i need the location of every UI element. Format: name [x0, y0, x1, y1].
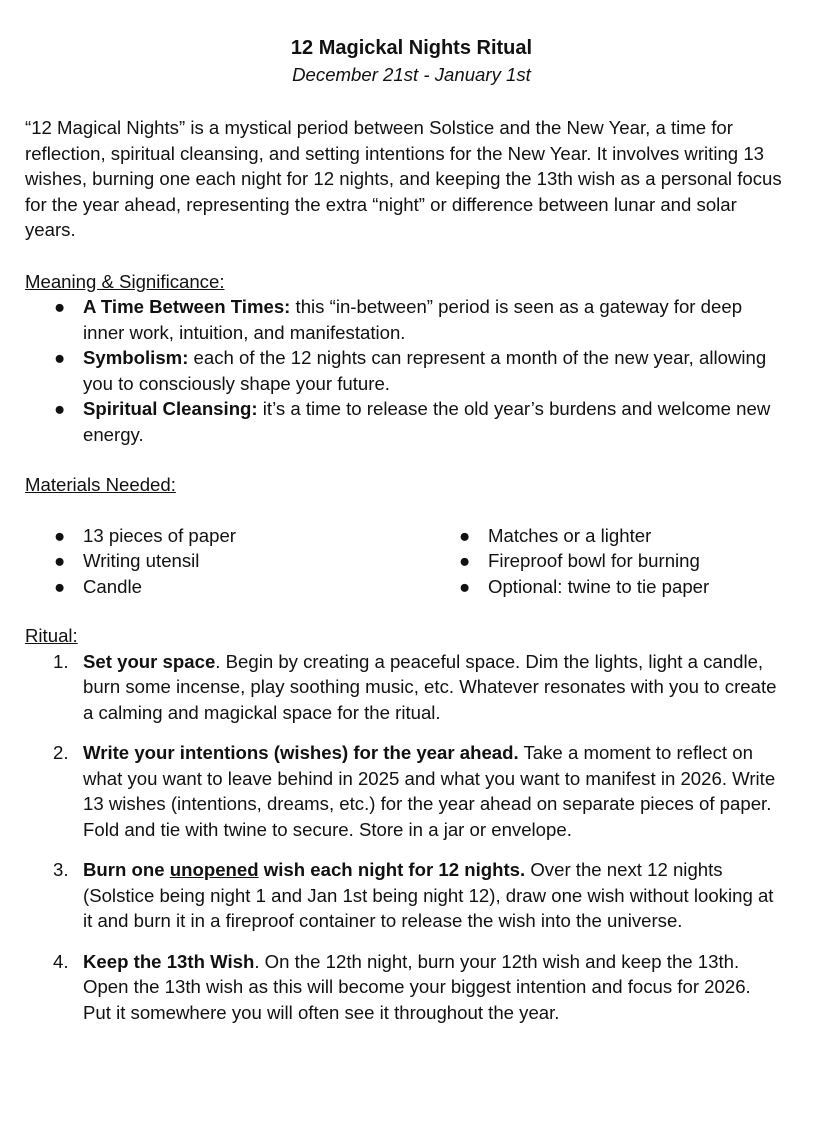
bullet-icon: ●	[54, 524, 66, 546]
item-label: Spiritual Cleansing:	[83, 398, 258, 419]
step-text: . On the 12th night, burn your 12th wish and keep the 13th. Open the 13th wish as this will become your biggest intention and focus for 2026. Put it somewhere you will often see it throughout the year.	[83, 950, 751, 1023]
list-item	[430, 523, 790, 549]
step-number: 3.	[53, 859, 69, 880]
step-label: Set your space	[83, 650, 216, 672]
item-text: this “in-between” period is seen as a gateway for deep inner work, intuition, and manifestation.	[83, 296, 743, 343]
step-number: 2.	[53, 742, 69, 763]
bullet-icon: ●	[459, 575, 471, 597]
bullet-icon: ●	[54, 575, 66, 597]
bullet-icon: ●	[459, 524, 471, 546]
item-label: A Time Between Times:	[83, 296, 291, 317]
ritual-step	[25, 649, 783, 726]
bullet-icon: ●	[54, 398, 66, 419]
list-item	[25, 574, 430, 600]
material-item: Optional: twine to tie paper	[488, 575, 710, 597]
material-item: 13 pieces of paper	[83, 524, 236, 546]
ritual-step	[25, 740, 783, 842]
meaning-list	[25, 294, 795, 447]
bullet-icon: ●	[54, 296, 66, 317]
step-text: . Begin by creating a peaceful space. Dim the lights, light a candle, burn some incense, play soothing music, etc. Whatever resonates with you to create a calming and magickal space for the ritual.	[83, 650, 777, 723]
item-label: Symbolism:	[83, 347, 189, 368]
material-item: Fireproof bowl for burning	[488, 550, 700, 571]
step-number: 1.	[53, 650, 69, 672]
document-dates: December 21st - January 1st	[292, 64, 531, 85]
step-label-post: wish each night for 12 nights.	[258, 859, 526, 880]
step-label	[83, 859, 525, 880]
material-item: Candle	[83, 575, 142, 597]
item-text: it’s a time to release the old year’s burdens and welcome new energy.	[83, 398, 771, 445]
list-item	[430, 548, 790, 574]
list-item	[25, 345, 783, 396]
list-item	[25, 523, 430, 549]
document-title: 12 Magickal Nights Ritual	[290, 37, 533, 59]
bullet-icon: ●	[54, 347, 66, 368]
ritual-step	[25, 949, 783, 1026]
meaning-heading: Meaning & Significance:	[25, 270, 225, 292]
materials-heading: Materials Needed:	[25, 474, 176, 495]
step-label: Keep the 13th Wish	[83, 950, 255, 972]
step-label-pre: Burn one	[83, 859, 170, 880]
list-item	[25, 396, 783, 447]
ritual-heading: Ritual:	[25, 625, 78, 646]
materials-columns	[25, 523, 795, 600]
materials-list-right	[430, 523, 790, 600]
intro-paragraph: “12 Magical Nights” is a mystical period between Solstice and the New Year, a time for reflection, spiritual cleansing, and setting intentions for the New Year. It involves writing 13 wishes, burning one each night for 12 nights, and keeping the 13th wish as a personal focus for the year ahead, representing the extra “night” or difference between lunar and solar years.	[25, 117, 782, 240]
item-text: each of the 12 nights can represent a month of the new year, allowing you to consciously shape your future.	[83, 347, 767, 394]
step-text: Take a moment to reflect on what you want to leave behind in 2025 and what you want to manifest in 2026. Write 13 wishes (intentions, dreams, etc.) for the year ahead on separate pieces of paper. Fold and tie with twine to secure. Store in a jar or envelope.	[83, 742, 776, 840]
list-item	[25, 548, 430, 574]
ritual-steps	[25, 649, 795, 1026]
document-page	[25, 34, 795, 1040]
ritual-step	[25, 857, 783, 934]
material-item: Writing utensil	[83, 550, 200, 571]
list-item	[430, 574, 790, 600]
bullet-icon: ●	[54, 550, 66, 571]
bullet-icon: ●	[459, 550, 471, 571]
step-label: Write your intentions (wishes) for the year ahead.	[83, 742, 519, 763]
material-item: Matches or a lighter	[488, 524, 652, 546]
step-number: 4.	[53, 950, 69, 972]
step-label-underlined: unopened	[169, 859, 259, 880]
list-item	[25, 294, 783, 345]
materials-list-left	[25, 523, 430, 600]
step-text: Over the next 12 nights (Solstice being night 1 and Jan 1st being night 12), draw one wish without looking at it and burn it in a fireproof container to release the wish into the universe.	[83, 859, 774, 931]
